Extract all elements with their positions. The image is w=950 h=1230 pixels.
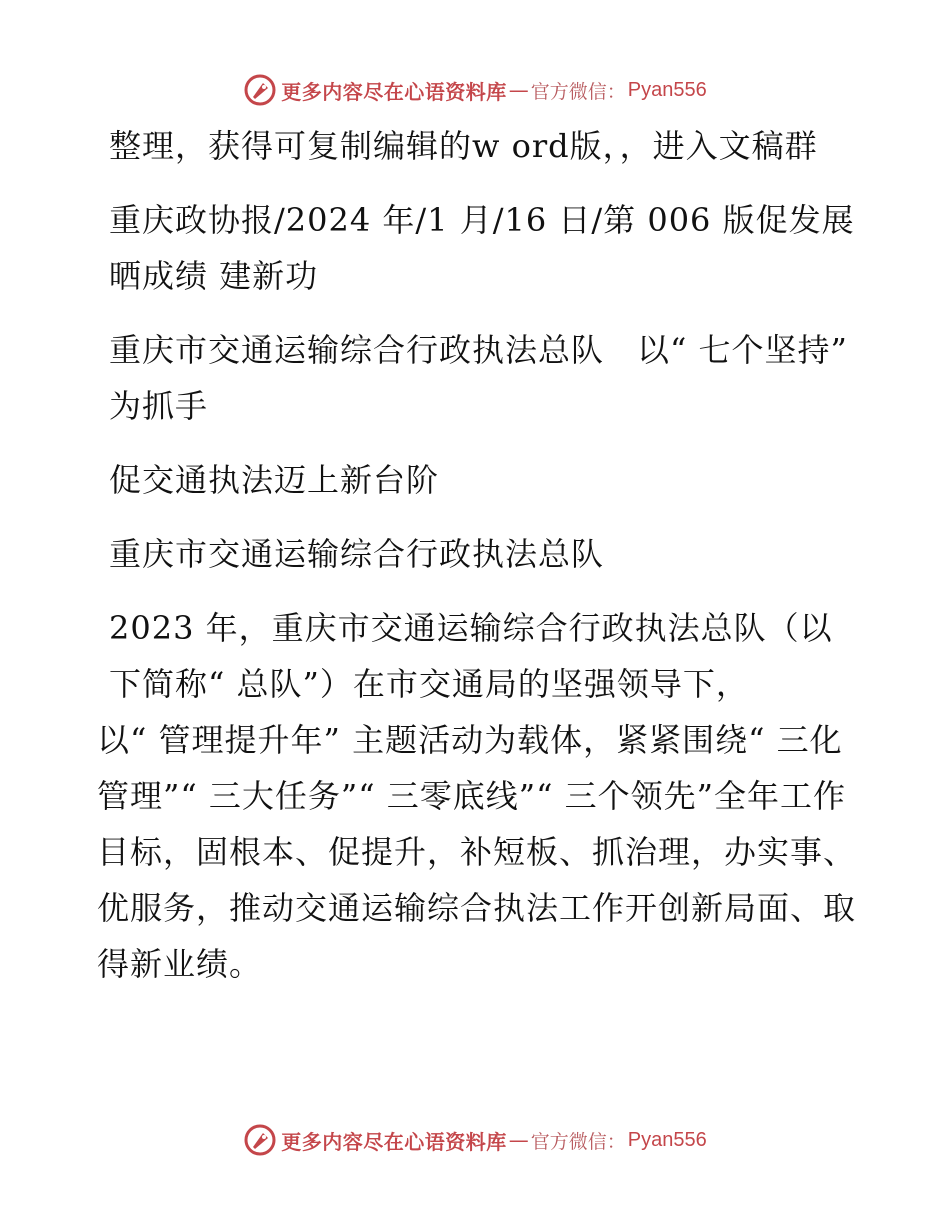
paragraph-source: 重庆政协报/2024 年/1 月/16 日/第 006 版促发展 晒成绩 建新功 <box>109 201 855 295</box>
pen-nib-logo-icon <box>243 73 277 107</box>
watermark-banner-top <box>0 70 950 110</box>
watermark-text: 更多内容尽在心语资料库 <box>281 79 507 104</box>
watermark-separator: — <box>508 78 529 102</box>
watermark-wechat-id: Pyan556 <box>627 1128 707 1151</box>
paragraph-headline: 重庆市交通运输综合行政执法总队 以“ 七个坚持” 为抓手 <box>109 331 848 425</box>
paragraph-author: 重庆市交通运输综合行政执法总队 <box>109 535 605 573</box>
paragraph-intro: 整理，获得可复制编辑的w ord版，，进入文稿群 <box>109 127 818 165</box>
watermark-sub-label: 官方微信： <box>530 80 626 103</box>
document-body <box>97 118 857 1010</box>
watermark-separator: — <box>508 1128 529 1152</box>
pen-nib-logo-icon <box>243 1123 277 1157</box>
paragraph-subheadline: 促交通执法迈上新台阶 <box>109 461 440 499</box>
paragraph-body-1: 2023 年，重庆市交通运输综合行政执法总队（以下简称“ 总队”）在市交通局的坚强领导下， <box>109 609 833 703</box>
watermark-sub-label: 官方微信： <box>530 1130 626 1153</box>
watermark-wechat-id: Pyan556 <box>627 78 707 101</box>
watermark-text: 更多内容尽在心语资料库 <box>281 1129 507 1154</box>
paragraph-body-2: 以“ 管理提升年” 主题活动为载体，紧紧围绕“ 三化管理”“ 三大任务”“ 三零底线”“ 三个领先”全年工作目标，固根本、促提升，补短板、抓治理，办实事、优服务，推动交通运输综合执法工作开创新局面、取得新业绩。 <box>97 721 857 983</box>
watermark-banner-bottom <box>0 1120 950 1160</box>
